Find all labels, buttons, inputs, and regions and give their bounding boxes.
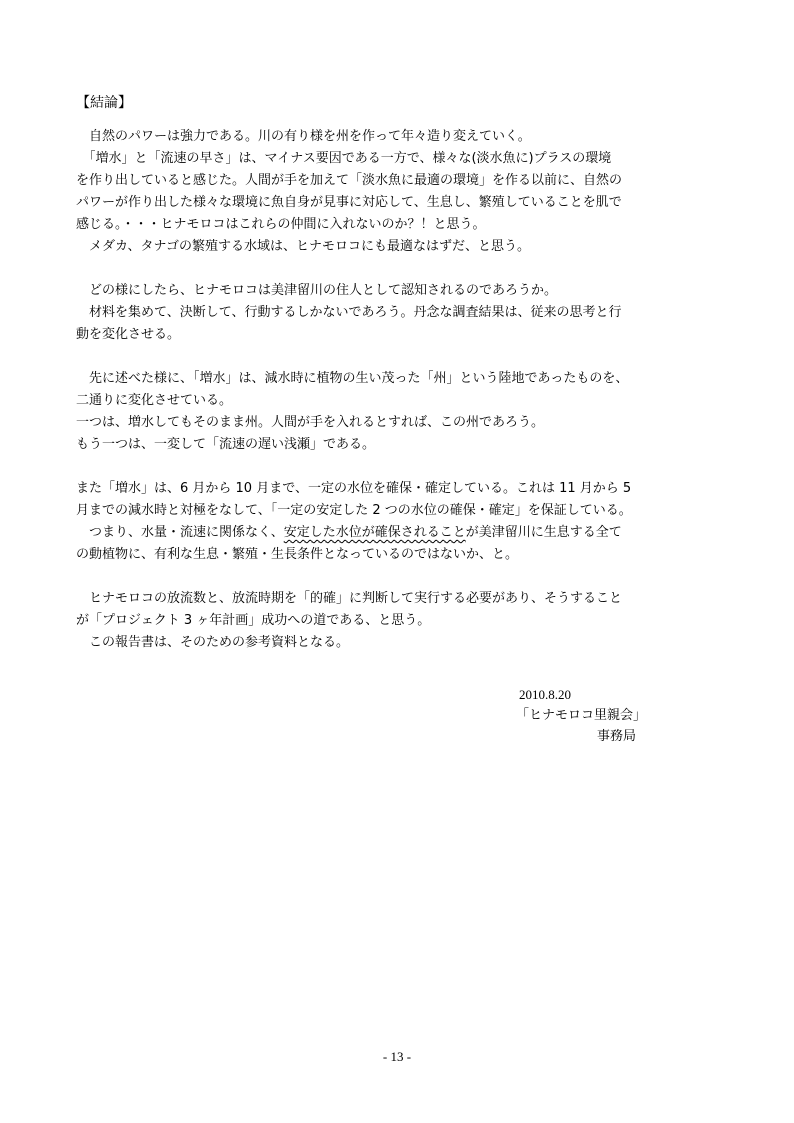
wavy-underlined-phrase: 安定した水位が確保されること [283,525,466,540]
paragraph-line: この報告書は、そのための参考資料となる。 [76,635,350,650]
paragraph-line: 自然のパワーは強力である。川の有り様を州を作って年々造り変えていく。 [76,129,531,144]
paragraph-line: 感じる。・・・ヒナモロコはこれらの仲間に入れないのか？！と思う。 [76,217,486,232]
signature-organization: 「ヒナモロコ里親会」 [516,708,647,723]
paragraph-line: 「増水」と「流速の早さ」は、マイナス要因である一方で、様々な(淡水魚に)プラスの環境 [76,151,612,166]
paragraph-line: メダカ、タナゴの繁殖する水域は、ヒナモロコにも最適なはずだ、と思う。 [76,239,530,254]
paragraph-line: 動を変化させる。 [76,327,181,342]
signature-block [516,684,647,747]
paragraph-line-with-underline [76,522,719,544]
conclusion-body [76,126,719,654]
text-segment: つまり、水量・流速に関係なく、 [76,525,284,540]
paragraph-line: 二通りに変化させている。 [76,393,233,408]
paragraph-line: パワーが作り出した様々な環境に魚自身が見事に対応して、生息し、繁殖していることを肌で [76,195,622,210]
text-segment: が美津留川に生息する全て [465,525,622,540]
paragraph-line: が「プロジェクト 3 ヶ年計画」成功への道である、と思う。 [76,613,431,628]
paragraph-spacer [76,258,719,280]
paragraph-line: 一つは、増水してもそのまま州。人間が手を入れるとすれば、この州であろう。 [76,415,545,430]
paragraph-line: また「増水」は、6 月から 10 月まで、一定の水位を確保・確定している。これは 11 月から 5 [76,481,632,496]
paragraph-line: 材料を集めて、決断して、行動するしかないであろう。丹念な調査結果は、従来の思考と行 [76,305,622,320]
paragraph-spacer [76,456,719,478]
paragraph-spacer [76,346,719,368]
paragraph-spacer [76,566,719,588]
paragraph-line: もう一つは、一変して「流速の遅い浅瀬」である。 [76,437,376,452]
paragraph-line: ヒナモロコの放流数と、放流時期を「的確」に判断して実行する必要があり、そうすること [76,591,623,606]
signature-date: 2010.8.20 [519,687,571,702]
paragraph-line: 先に述べた様に、「増水」は、減水時に植物の生い茂った「州」という陸地であったものを、 [76,371,629,386]
section-heading: 【結論】 [76,95,132,111]
paragraph-line: どの様にしたら、ヒナモロコは美津留川の住人として認知されるのであろうか。 [76,283,558,298]
signature-office: 事務局 [597,729,637,744]
paragraph-line: の動植物に、有利な生息・繁殖・生長条件となっているのではないか、と。 [76,547,519,562]
page-number: - 13 - [382,1049,412,1064]
paragraph-line: を作り出していると感じた。人間が手を加えて「淡水魚に最適の環境」を作る以前に、自然の [76,173,623,188]
paragraph-line: 月までの減水時と対極をなして、「一定の安定した 2 つの水位の確保・確定」を保証している。 [76,503,632,518]
